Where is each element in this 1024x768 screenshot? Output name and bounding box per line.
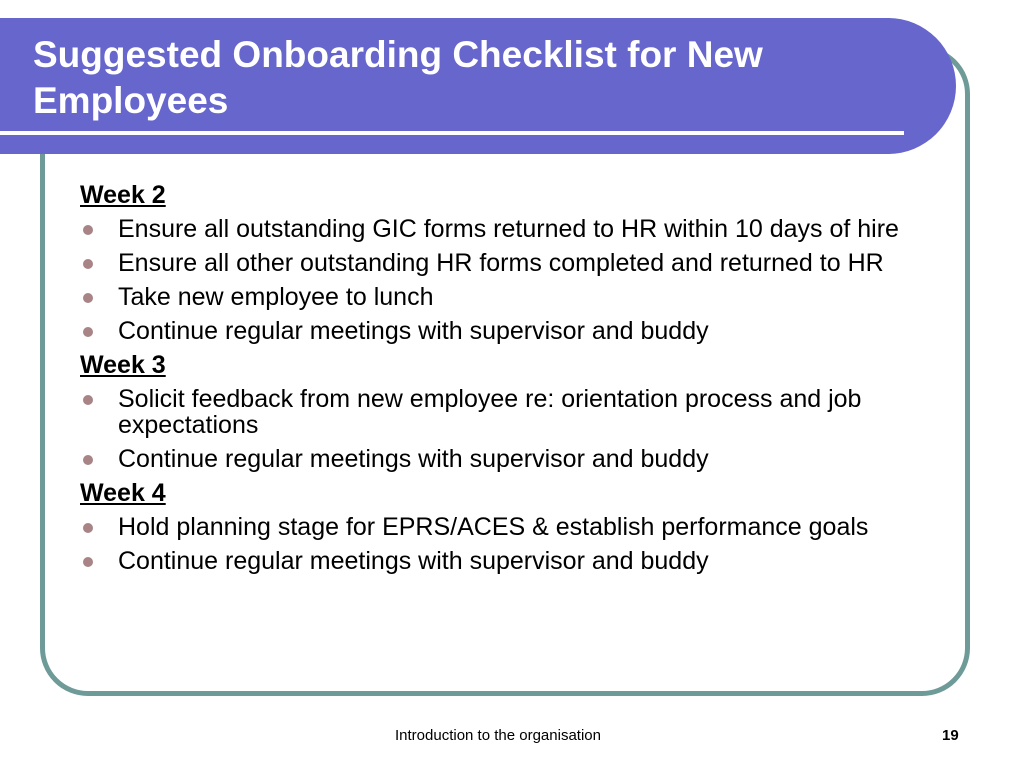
checklist-item-text: Continue regular meetings with supervisor and buddy bbox=[118, 317, 709, 345]
title-bar bbox=[0, 18, 956, 154]
week-2-list bbox=[80, 212, 950, 348]
checklist-item-text: Solicit feedback from new employee re: orientation process and job expectations bbox=[118, 385, 862, 439]
checklist-item-text: Ensure all outstanding GIC forms returned to HR within 10 days of hire bbox=[118, 215, 899, 243]
page-number: 19 bbox=[942, 727, 959, 744]
checklist-item bbox=[80, 246, 950, 280]
checklist-item bbox=[80, 442, 950, 476]
checklist-item bbox=[80, 510, 950, 544]
week-heading-2: Week 2 bbox=[80, 181, 166, 209]
bullet-icon bbox=[83, 557, 93, 567]
checklist-item bbox=[80, 314, 950, 348]
footer-text: Introduction to the organisation bbox=[395, 727, 601, 744]
week-heading-4: Week 4 bbox=[80, 479, 166, 507]
title-underline bbox=[0, 131, 904, 135]
checklist-item-text: Continue regular meetings with supervisor and buddy bbox=[118, 547, 709, 575]
week-3-list bbox=[80, 382, 950, 476]
bullet-icon bbox=[83, 259, 93, 269]
checklist-item-text: Hold planning stage for EPRS/ACES & establish performance goals bbox=[118, 513, 869, 541]
bullet-icon bbox=[83, 327, 93, 337]
slide-title: Suggested Onboarding Checklist for New Employees bbox=[33, 34, 763, 121]
bullet-icon bbox=[83, 523, 93, 533]
bullet-icon bbox=[83, 225, 93, 235]
bullet-icon bbox=[83, 455, 93, 465]
checklist-item bbox=[80, 280, 950, 314]
checklist-item-text: Continue regular meetings with supervisor and buddy bbox=[118, 445, 709, 473]
week-4-list bbox=[80, 510, 950, 578]
checklist-item bbox=[80, 212, 950, 246]
week-heading-3: Week 3 bbox=[80, 351, 166, 379]
bullet-icon bbox=[83, 293, 93, 303]
checklist-item-text: Ensure all other outstanding HR forms completed and returned to HR bbox=[118, 249, 884, 277]
checklist-item bbox=[80, 544, 950, 578]
checklist-item bbox=[80, 382, 950, 442]
checklist-item-text: Take new employee to lunch bbox=[118, 283, 434, 311]
checklist-body bbox=[80, 178, 950, 578]
bullet-icon bbox=[83, 395, 93, 405]
